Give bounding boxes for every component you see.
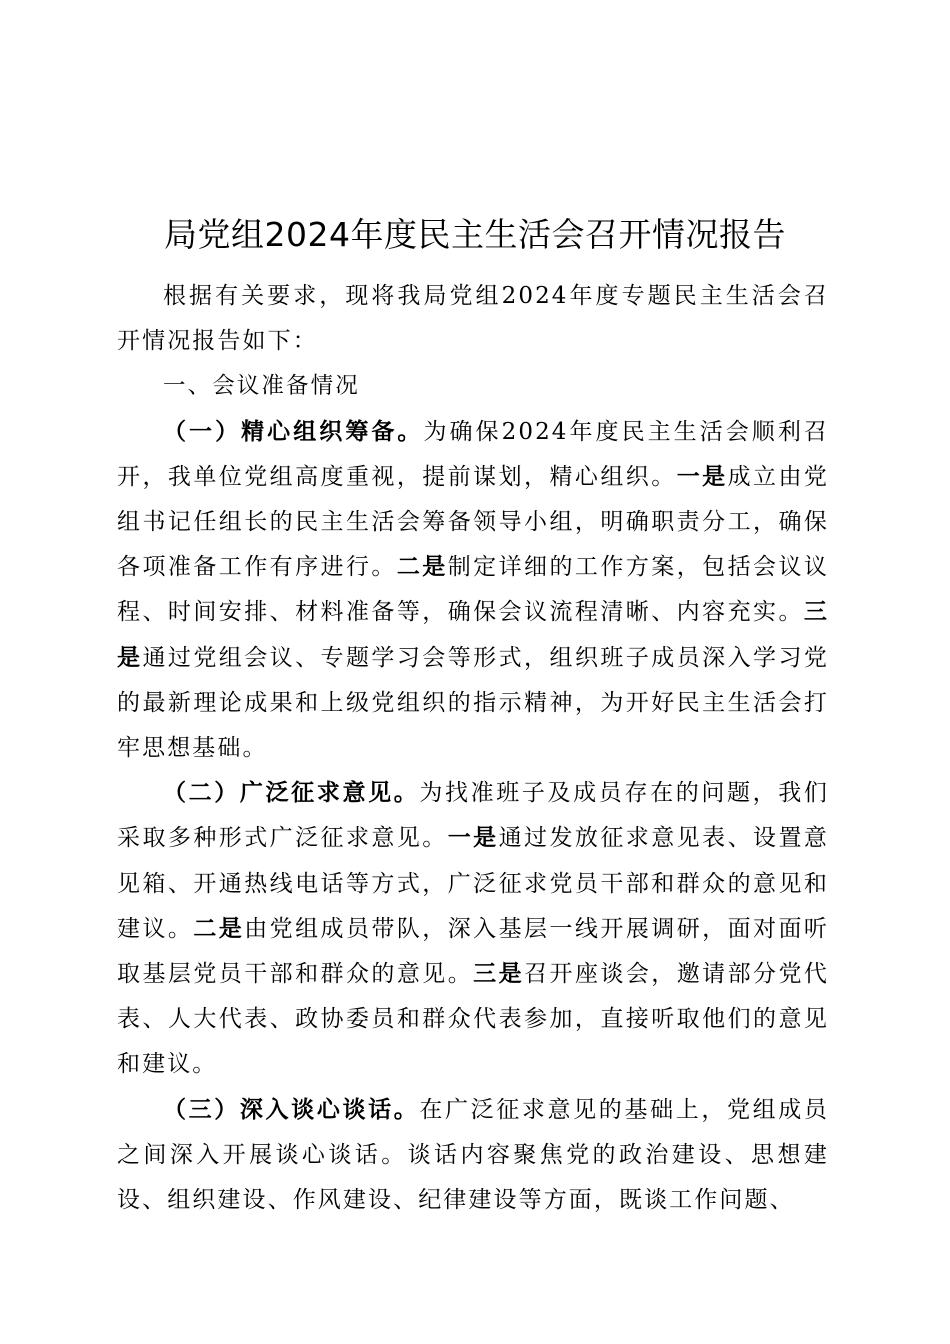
item-1-text-1: 成立由党组书记任组长的民主生活会筹备领导小组，明确职责分工，确保各项准备工作有序进行。 xyxy=(117,463,829,581)
item-2-marker-1: 一是 xyxy=(447,825,499,852)
item-2-text-3: 召开座谈会，邀请部分党代表、人大代表、政协委员和群众代表参加，直接听取他们的意见和建议。 xyxy=(117,961,830,1078)
item-2-marker-3: 三是 xyxy=(473,961,525,988)
item-1-paragraph xyxy=(117,410,829,772)
document-body xyxy=(117,274,829,1223)
item-1-title: （一）精心组织筹备。 xyxy=(163,418,424,445)
item-2-paragraph xyxy=(117,771,829,1087)
document-title: 局党组2024年度民主生活会召开情况报告 xyxy=(164,215,786,254)
item-1-marker-2: 二是 xyxy=(396,554,448,581)
item-3-text: 在广泛征求意见的基础上，党组成员之间深入开展谈心谈话。谈话内容聚焦党的政治建设、思想建设、组织建设、作风建设、纪律建设等方面，既谈工作问题、 xyxy=(117,1096,829,1214)
item-3-paragraph xyxy=(117,1088,829,1224)
item-1-marker-1: 一是 xyxy=(676,463,728,490)
item-3-title: （三）深入谈心谈话。 xyxy=(163,1096,420,1123)
intro-paragraph: 根据有关要求，现将我局党组2024年度专题民主生活会召开情况报告如下： xyxy=(117,283,829,355)
item-1-text-3: 通过党组会议、专题学习会等形式，组织班子成员深入学习党的最新理论成果和上级党组织的指示精神，为开好民主生活会打牢思想基础。 xyxy=(117,644,830,762)
item-2-marker-2: 二是 xyxy=(193,915,245,942)
item-1-text-2: 制定详细的工作方案，包括会议议程、时间安排、材料准备等，确保会议流程清晰、内容充实。 xyxy=(117,554,829,626)
item-2-text-2: 由党组成员带队，深入基层一线开展调研，面对面听取基层党员干部和群众的意见。 xyxy=(117,915,829,988)
item-2-text-1: 通过发放征求意见表、设置意见箱、开通热线电话等方式，广泛征求党员干部和群众的意见和建议。 xyxy=(117,825,829,942)
item-2-lead: 为找准班子及成员存在的问题，我们采取多种形式广泛征求意见。 xyxy=(117,780,829,852)
item-1-marker-3: 三是 xyxy=(117,599,829,671)
section-heading-1: 一、会议准备情况 xyxy=(163,373,360,400)
item-1-lead: 为确保2024年度民主生活会顺利召开，我单位党组高度重视，提前谋划，精心组织。 xyxy=(117,418,830,490)
item-2-title: （二）广泛征求意见。 xyxy=(163,780,420,807)
